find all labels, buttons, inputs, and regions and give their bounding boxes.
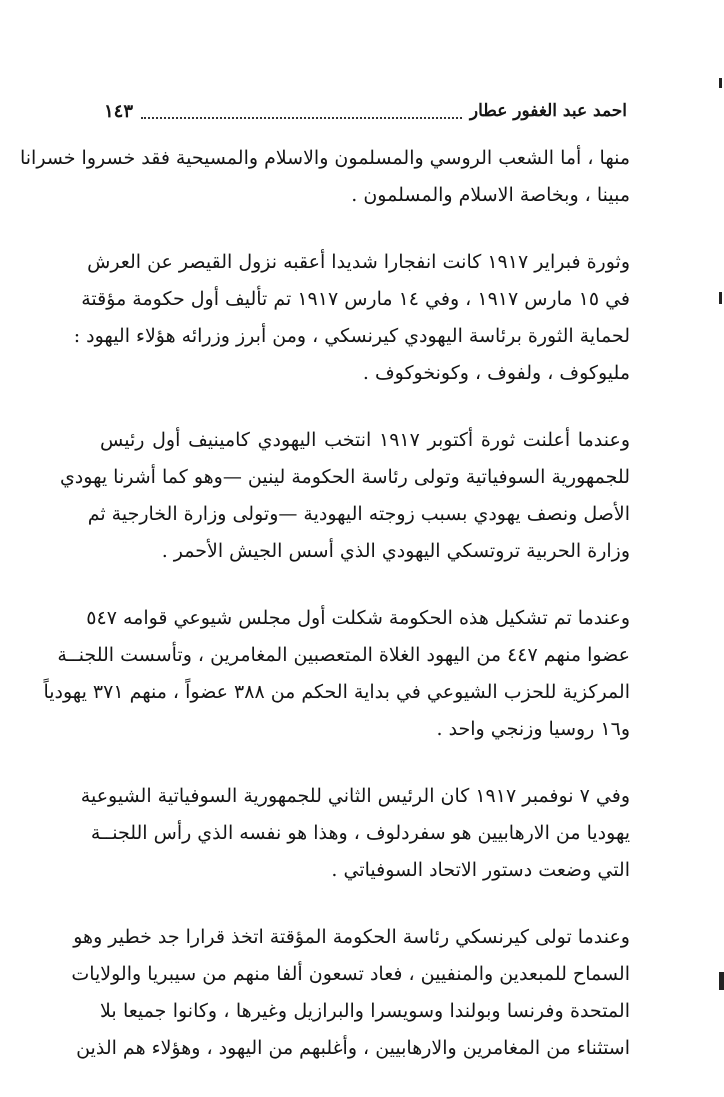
- scan-mark: [719, 292, 722, 304]
- page-number: ١٤٣: [104, 100, 134, 122]
- text-line: المتحدة وفرنسا وبولندا وسويسرا والبرازيل وغيرها ، وكانوا جميعا بلا: [100, 1000, 630, 1022]
- text-line: للجمهورية السوفياتية وتولى رئاسة الحكومة لينين —وهو كما أشرنا يهودي: [59, 466, 630, 488]
- text-line: لحماية الثورة برئاسة اليهودي كيرنسكي ، ومن أبرز وزرائه هؤلاء اليهود :: [73, 325, 630, 347]
- text-line: مبينا ، وبخاصة الاسلام والمسلمون .: [351, 184, 630, 206]
- text-line: وفي ٧ نوفمبر ١٩١٧ كان الرئيس الثاني للجمهورية السوفياتية الشيوعية: [80, 785, 630, 807]
- text-line: مليوكوف ، ولفوف ، وكونخوكوف .: [362, 362, 630, 384]
- paragraph: [71, 919, 630, 1067]
- paragraph: [19, 140, 630, 214]
- text-line: وعندما تم تشكيل هذه الحكومة شكلت أول مجلس شيوعي قوامه ٥٤٧: [86, 607, 630, 629]
- scan-mark: [719, 972, 724, 990]
- text-line: الأصل ونصف يهودي بسبب زوجته اليهودية —وتولى وزارة الخارجية ثم: [87, 503, 630, 525]
- page-header: [104, 96, 627, 126]
- text-line: منها ، أما الشعب الروسي والمسلمون والاسلام والمسيحية فقد خسروا خسرانا: [19, 147, 630, 169]
- text-line: التي وضعت دستور الاتحاد السوفياتي .: [331, 859, 630, 881]
- paragraph: [80, 778, 630, 889]
- text-line: و١٦ روسيا وزنجي واحد .: [436, 718, 630, 740]
- paragraph: [59, 422, 630, 570]
- text-line: وعندما تولى كيرنسكي رئاسة الحكومة المؤقتة اتخذ قرارا جد خطير وهو: [73, 926, 630, 948]
- paragraph: [43, 600, 630, 748]
- text-line: يهوديا من الارهابيين هو سفردلوف ، وهذا هو نفسه الذي رأس اللجنــة: [90, 822, 630, 844]
- text-line: استثناء من المغامرين والارهابيين ، وأغلبهم من اليهود ، وهؤلاء هم الذين: [76, 1037, 630, 1059]
- text-line: في ١٥ مارس ١٩١٧ ، وفي ١٤ مارس ١٩١٧ تم تأليف أول حكومة مؤقتة: [81, 288, 630, 310]
- text-line: السماح للمبعدين والمنفيين ، فعاد تسعون ألفا منهم من سيبريا والولايات: [71, 963, 630, 985]
- text-line: عضوا منهم ٤٤٧ من اليهود الغلاة المتعصبين المغامرين ، وتأسست اللجنــة: [57, 644, 630, 666]
- running-head: احمد عبد الغفور عطار: [469, 101, 627, 121]
- header-dot-leader: [141, 103, 462, 119]
- text-line: وثورة فبراير ١٩١٧ كانت انفجارا شديدا أعقبه نزول القيصر عن العرش: [87, 251, 630, 273]
- page-body: [19, 140, 630, 1097]
- text-line: المركزية للحزب الشيوعي في بداية الحكم من ٣٨٨ عضواً ، منهم ٣٧١ يهودياً: [43, 681, 630, 703]
- paragraph: [73, 244, 630, 392]
- text-line: وزارة الحربية تروتسكي اليهودي الذي أسس الجيش الأحمر .: [161, 540, 630, 562]
- scan-mark: [719, 78, 722, 88]
- text-line: وعندما أعلنت ثورة أكتوبر ١٩١٧ انتخب اليهودي كامينيف أول رئيس: [100, 429, 630, 451]
